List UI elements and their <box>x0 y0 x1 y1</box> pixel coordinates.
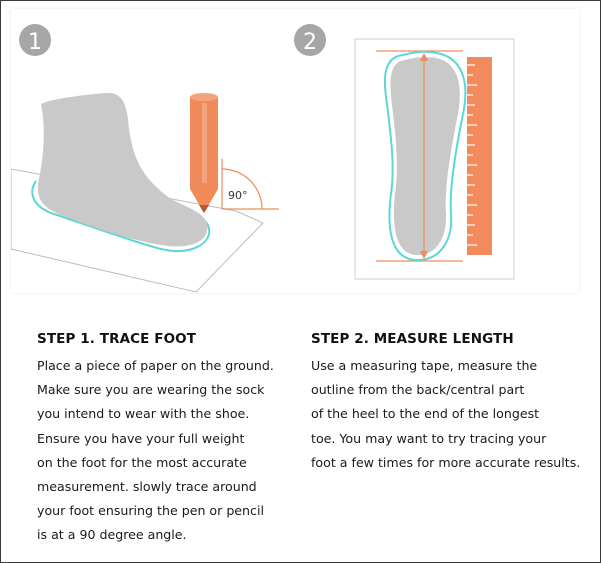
step1-line: measurement. slowly trace around <box>37 479 257 495</box>
illustration-panel <box>11 9 579 293</box>
ruler-icon <box>467 57 492 255</box>
step1-line: you intend to wear with the shoe. <box>37 406 250 422</box>
step2-badge-number: 2 <box>303 30 317 55</box>
step1-title: STEP 1. TRACE FOOT <box>37 331 197 347</box>
step1-line: is at a 90 degree angle. <box>37 527 187 543</box>
step1-line: your foot ensuring the pen or pencil <box>37 503 264 519</box>
step2-title: STEP 2. MEASURE LENGTH <box>311 331 514 347</box>
step2-line: Use a measuring tape, measure the <box>311 358 538 373</box>
step1-section <box>37 331 299 548</box>
step2-number-badge <box>294 24 326 56</box>
step1-badge-number: 1 <box>28 30 42 55</box>
step1-line: Ensure you have your full weight <box>37 430 245 446</box>
angle-label: 90° <box>228 189 248 202</box>
step2-line: outline from the back/central part <box>311 382 525 398</box>
step1-line: on the foot for the most accurate <box>37 454 247 470</box>
angle-arc-icon <box>222 159 279 209</box>
step2-section <box>311 331 591 475</box>
step2-line: toe. You may want to try tracing your <box>311 430 547 446</box>
illustration-canvas <box>11 9 579 293</box>
step1-line: Place a piece of paper on the ground. <box>37 358 274 373</box>
step2-line: foot a few times for more accurate results. <box>311 454 581 470</box>
step2-line: of the heel to the end of the longest <box>311 406 540 422</box>
step1-line: Make sure you are wearing the sock <box>37 382 265 398</box>
step1-number-badge <box>19 24 51 56</box>
pencil-icon <box>190 93 218 213</box>
